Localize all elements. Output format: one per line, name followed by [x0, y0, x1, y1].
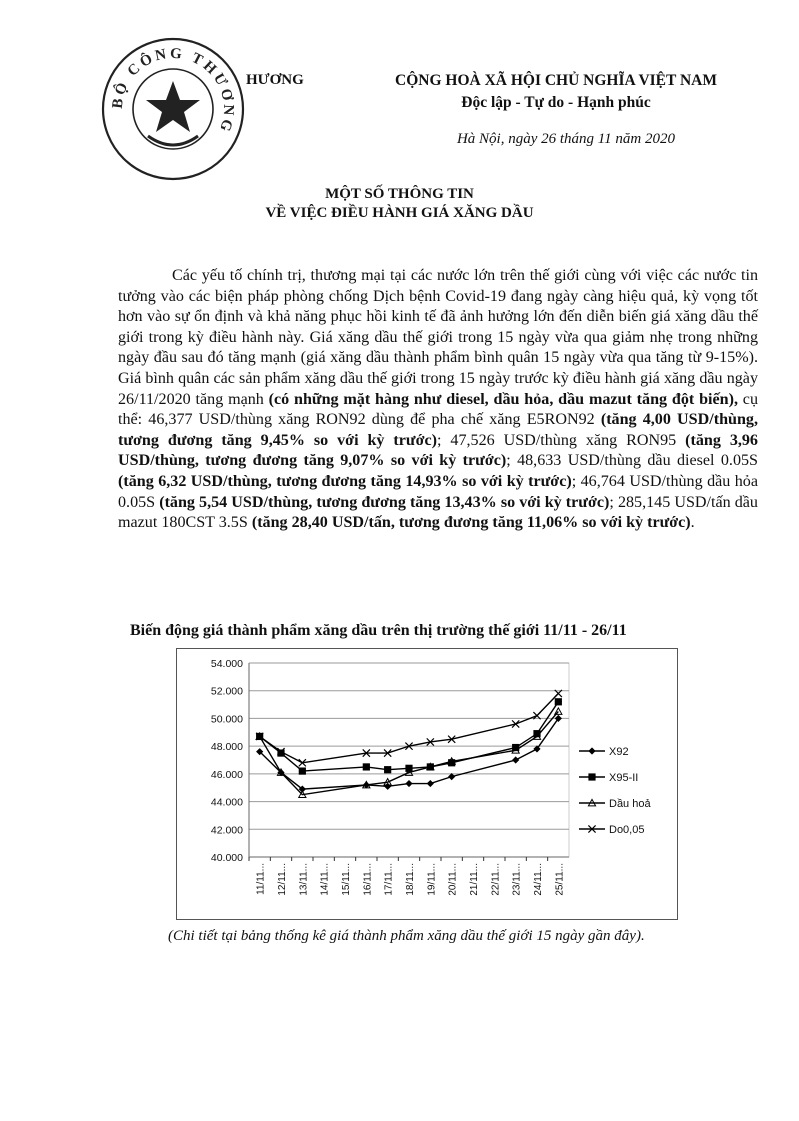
data-point-x95-ii — [299, 767, 306, 774]
series-line-do0-05 — [260, 693, 559, 762]
x-tick-label: 23/11... — [511, 863, 523, 896]
body-text-segment: . — [690, 514, 695, 532]
chart-heading: Biến động giá thành phẩm xăng dầu trên thị trường thế giới 11/11 - 26/11 — [130, 622, 627, 639]
y-tick-label: 54.000 — [210, 658, 243, 670]
body-text-segment: cụ thể: 46,377 USD/thùng xăng RON92 dùng để pha chế xăng E5RON92 — [118, 390, 758, 429]
body-bold-segment: (tăng 5,54 USD/thùng, tương đương tăng 13,43% so với kỳ trước) — [155, 493, 610, 511]
x-tick-label: 22/11... — [490, 863, 502, 896]
x-tick-label: 13/11... — [298, 863, 310, 896]
legend-marker-x95-ii — [588, 773, 595, 780]
body-text-segment: ; 46,764 USD/thùng dầu hỏa 0.05S — [118, 472, 758, 511]
x-tick-label: 24/11... — [533, 863, 544, 896]
body-bold-segment: (tăng 28,40 USD/tấn, tương đương tăng 11,06% so với kỳ trước) — [247, 514, 691, 532]
x-tick-label: 17/11... — [383, 863, 395, 896]
legend-label: Dầu hoả — [609, 798, 651, 810]
legend-label: X95-II — [609, 772, 639, 784]
data-point-x92 — [512, 756, 519, 763]
body-text-segment: ; 47,526 USD/thùng xăng RON95 — [437, 431, 677, 449]
data-point-x95-ii — [384, 766, 391, 773]
legend-marker-x92 — [588, 747, 595, 754]
price-line-chart — [177, 649, 677, 919]
y-tick-label: 48.000 — [210, 741, 243, 754]
y-tick-label: 40.000 — [210, 852, 243, 864]
data-point-d-u-ho- — [555, 708, 562, 714]
x-tick-label: 20/11... — [447, 863, 459, 896]
body-bold-segment: (tăng 3,96 USD/thùng, tương đương tăng 9,07% so với kỳ trước) — [118, 431, 758, 470]
y-tick-label: 50.000 — [210, 713, 243, 726]
x-tick-label: 11/11... — [255, 863, 267, 895]
body-paragraph — [118, 266, 758, 534]
y-tick-label: 42.000 — [210, 824, 243, 837]
legend-label: X92 — [609, 746, 629, 758]
x-tick-label: 16/11... — [362, 863, 374, 896]
body-bold-segment: (tăng 6,32 USD/thùng, tương đương tăng 14,93% so với kỳ trước) — [118, 472, 572, 490]
dateline: Hà Nội, ngày 26 tháng 11 năm 2020 — [456, 131, 676, 147]
country-name: CỘNG HOÀ XÃ HỘI CHỦ NGHĨA VIỆT NAM — [395, 72, 717, 89]
data-point-x92 — [405, 780, 412, 787]
ministry-seal — [100, 36, 246, 182]
body-bold-segment: (có những mặt hàng như diesel, dầu hỏa, dầu mazut tăng đột biến), — [263, 390, 738, 408]
ministry-name-partial: HƯƠNG — [246, 72, 304, 88]
x-tick-label: 21/11... — [469, 863, 480, 896]
y-tick-label: 52.000 — [210, 685, 243, 698]
body-bold-segment: (tăng 4,00 USD/thùng, tương đương tăng 9,45% so với kỳ trước) — [118, 411, 758, 449]
data-point-x95-ii — [555, 698, 562, 705]
y-tick-label: 46.000 — [210, 768, 243, 781]
series-line-x92 — [260, 718, 559, 789]
footnote: (Chi tiết tại bảng thống kê giá thành phẩm xăng dầu thế giới 15 ngày gần đây). — [168, 928, 645, 944]
x-tick-label: 18/11... — [405, 863, 416, 896]
national-motto: Độc lập - Tự do - Hạnh phúc — [461, 94, 651, 111]
svg-text:BỘ CÔNG THƯƠNG: BỘ CÔNG THƯƠNG — [109, 45, 237, 136]
x-tick-label: 19/11... — [426, 863, 438, 896]
body-text-segment: ; 285,145 USD/tấn dầu mazut 180CST 3.5S — [118, 493, 758, 532]
x-tick-label: 14/11... — [319, 863, 331, 896]
y-tick-label: 44.000 — [210, 796, 243, 809]
legend-label: Do0,05 — [609, 824, 645, 836]
body-text-segment: Các yếu tố chính trị, thương mại tại các nước lớn trên thế giới cùng với việc các nước tin tưởng vào các biện pháp phòng chống Dịch bệnh Covid-19 đang ngày càng hiệu quả, kỳ vọng tốt hơn vào sự ổn định và khả năng phục hồi kinh tế đã ảnh hưởng lớn đến diễn biến giá xăng dầu thế giới trong kỳ điều hành này. Giá xăng dầu thế giới trong 15 ngày vừa qua giảm nhẹ trong những ngày đầu sau đó tăng mạnh (giá xăng dầu thành phẩm bình quân 15 ngày vừa qua tăng từ 9-15%). Giá bình quân các sản phẩm xăng dầu thế giới trong 15 ngày trước kỳ điều hành giá xăng dầu ngày 26/11/2020 tăng mạnh — [118, 267, 758, 408]
document-title-line2: VỀ VIỆC ĐIỀU HÀNH GIÁ XĂNG DẦU — [265, 205, 534, 221]
x-tick-label: 25/11... — [554, 863, 566, 896]
x-tick-label: 15/11... — [341, 863, 352, 896]
data-point-x92 — [427, 780, 434, 787]
data-point-x95-ii — [363, 763, 370, 770]
document-title-line1: MỘT SỐ THÔNG TIN — [325, 186, 474, 202]
chart-frame — [176, 648, 678, 920]
x-tick-label: 12/11... — [277, 863, 288, 896]
body-text-segment: ; 48,633 USD/thùng dầu diesel 0.05S — [506, 452, 758, 470]
